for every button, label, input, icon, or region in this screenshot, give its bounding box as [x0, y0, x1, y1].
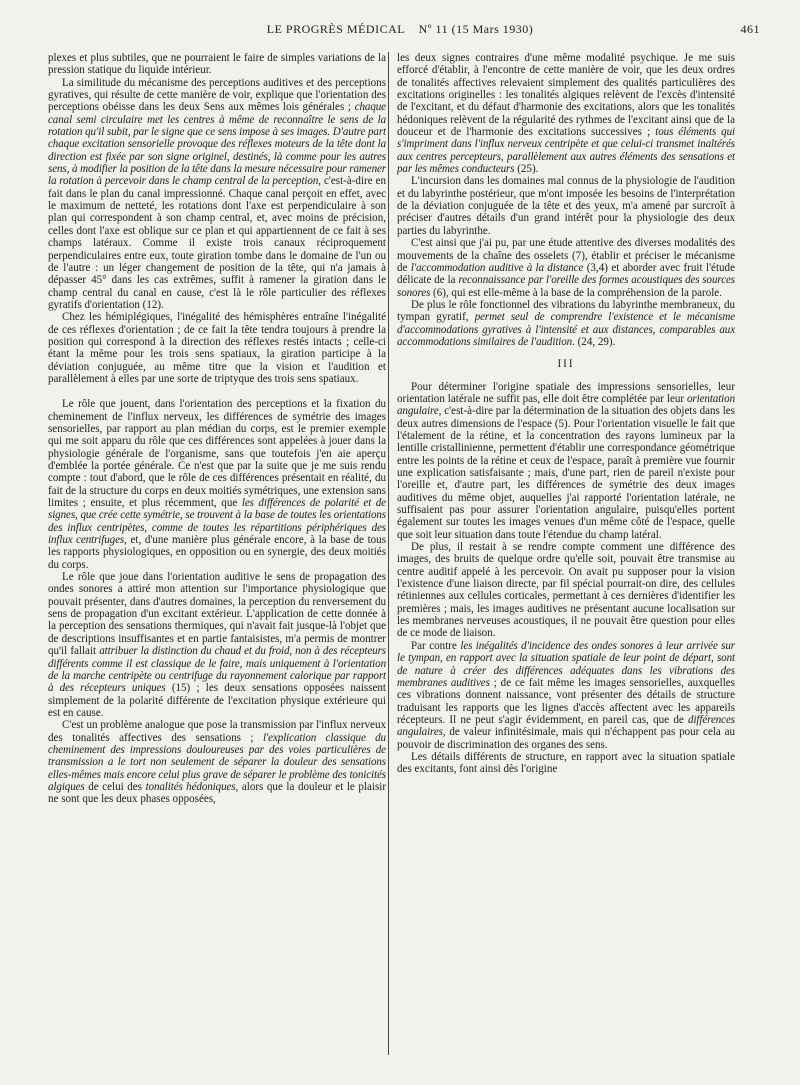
text-run: de celui des [84, 780, 146, 793]
italic-text-run: l'explication classique du cheminement des impressions douloureuses par des voies particulières de transmission a le tort non seulement de séparer la douleur des sensations elles-mêmes mais encore celui plus grave de séparer le problème des tonicités algiques [48, 731, 386, 793]
paragraph [397, 52, 735, 175]
text-run: La similitude du mécanisme des perceptions auditives et des perceptions gyratives, qui résulte de cette manière de voir, explique que l'orientation des perceptions obéisse dans les deux Sens aux mêmes lois générales ; [48, 76, 386, 114]
italic-text-run: les différences de polarité et de signes, que crée cette symétrie, se trouvent à la base de toutes les orientations des influx centripètes, comme de toutes les répartitions périphériques des influx centrifuges [48, 497, 386, 547]
italic-text-run: permet seul de comprendre l'existence et le mécanisme d'accommodations gyratives à l'intensité et aux distances, comparables aux accommodations similaires de l'audition [397, 311, 735, 348]
text-run: Pour déterminer l'origine spatiale des impressions sensorielles, leur orientation latérale ne suffit pas, elle doit être complétée par leur [397, 380, 735, 405]
text-run: , c'est-à-dire par la détermination de la situation des objets dans les deux autres dimensions de l'espace (5). Pour l'orientation visuelle le fait que l'étalement de la rétine, et la concentration des rayons lumineux par la lentille cristallinienne, permettent d'établir une correspondance géométrique entre les points de la rétine et ceux de l'espace, paraît à première vue fournir une explication satisfaisante ; mais, d'une part, rien de pareil n'existe pour l'oreille et, d'autre part, les différences de symétrie des deux images auditives du même objet, auquelles j'ai rapporté l'orientation latérale, ne suffisaient pas pour assurer l'orientation angulaire, puisqu'elles portent également sur toutes les images venues d'un même côté de l'espace, quelle que soit leur situation dans toute l'étendue du champ latéral. [397, 405, 735, 541]
text-run: C'est un problème analogue que pose la transmission par l'influx nerveux des tonalités affectives des sensations ; [48, 719, 386, 744]
text-run: Chez les hémiplégiques, l'inégalité des hémisphères entraîne l'inégalité de ces réflexes d'orientation ; de ce fait la tête tendra toujours à prendre la position qui correspond à la direction des réflexes restés intacts ; celle-ci étant la même pour les trois sens spatiaux, la giration participe à la déviation conjuguée, au même titre que la vision et l'audition et parallèlement à elles par une sorte de triptyque des trois sens spatiaux. [48, 311, 386, 385]
paragraph [48, 571, 386, 719]
right-column [397, 52, 735, 1063]
text-run: C'est ainsi que j'ai pu, par une étude attentive des diverses modalités des mouvements de la chaîne des osselets (7), établir et préciser le mécanisme de [397, 237, 735, 274]
italic-text-run: attribuer la distinction du chaud et du froid, non à des récepteurs différents comme il est classique de le faire, mais uniquement à l'orientation de la marche centripète ou centrifuge du rayonnement calorique par rapport à des récepteurs uniques [48, 645, 386, 695]
paragraph [48, 77, 386, 312]
paragraph [397, 640, 735, 751]
text-run: Le rôle que joue dans l'orientation auditive le sens de propagation des ondes sonores a attiré mon attention sur l'importance physiologique que pouvait présenter, dans d'autres domaines, la perception du renversement du sens de propagation d'un excitant extérieur. L'application de cette donnée à la perception des sensations thermiques, qui n'avait fait jusque-là l'objet que de descriptions insuffisantes et en partie fantaisistes, m'a permis de montrer qu'il fallait [48, 571, 386, 658]
paragraph [48, 311, 386, 385]
paragraph [48, 398, 386, 571]
text-run: ; de ce fait même les images sensorielles, auxquelles ces vibrations donnent naissance, vont présenter des détails de structure traduisant les rapports que les lignes d'accès affectent avec les appareils récepteurs. Il ne peut s'agir évidemment, en pareil cas, que de [397, 676, 735, 726]
page-number: 461 [740, 22, 760, 36]
section-heading: III [557, 358, 575, 371]
text-run: De plus, il restait à se rendre compte comment une différence des images, des bruits de quelque ordre qu'elle soit, pouvait être transmise au centre auditif appelé à les percevoir. On avait pu supposer pour la vision l'existence d'une liaison directe, par fil spécial pourrait-on dire, des cellules rétiniennes aux cellules corticales, permettant à ces dernières d'identifier les premières ; mais, les images auditives ne présentant aucune localisation sur les membranes nerveuses acoustiques, il ne pouvait être question pour elles de ce mode de liaison. [397, 541, 735, 640]
running-header [40, 22, 760, 42]
column-divider [388, 52, 389, 1055]
text-run: Le rôle que jouent, dans l'orientation des perceptions et la fixation du cheminement de l'influx nerveux, les différences de symétrie des images sensorielles, par rapport au plan médian du corps, est le premier exemple qui me soit apparu du rôle que ces différences sont appelées à jouer dans la physiologie générale de l'organisme, sans que toutefois j'en aie aperçu d'emblée la portée générale. Ce n'est que par la suite que je me suis rendu compte : tout d'abord, que le rôle de ces différences présentait en réalité, du fait de la structure du corps en deux moitiés symétriques, une extension sans limites ; ensuite, et plus récemment, que [48, 398, 386, 510]
paragraph [48, 52, 386, 77]
text-run: , et, d'une manière plus générale encore, à la base de tous les rapports physiologiques, en opposition ou en synergie, des deux moitiés du corps. [48, 534, 386, 571]
italic-text-run: tonalités hédoniques [145, 780, 236, 793]
text-run: (3,4) et aborder avec fruit l'étude délicate de la [397, 261, 735, 287]
paragraph [397, 237, 735, 299]
text-run: (15) ; les deux sensations opposées naissent simplement de la polarité différente de l'excitation physique extérieure qui est en cause. [48, 682, 386, 719]
paragraph [397, 751, 735, 776]
paragraph [397, 175, 735, 237]
italic-text-run: orientation angulaire [397, 392, 735, 418]
text-run: L'incursion dans les domaines mal connus de la physiologie de l'audition et du labyrinthe postérieur, que m'ont imposée les besoins de l'interprétation de la déviation conjuguée de la tête et des yeux, m'a amené par surcroît à préciser d'autres détails d'un grand intérêt pour la physiologie des deux parties du labyrinthe. [397, 175, 735, 237]
text-run: , de valeur infinitésimale, mais qui n'échappent pas pour cela au pouvoir de discrimination des organes des sens. [397, 726, 735, 751]
issue-date: Nº 11 (15 Mars 1930) [418, 22, 534, 36]
text-run: De plus le rôle fonctionnel des vibrations du labyrinthe membraneux, du tympan gyratif, [397, 298, 735, 324]
text-run: les deux signes contraires d'une même modalité psychique. Je me suis efforcé d'établir, à l'encontre de cette manière de voir, que les deux ordres de tonalités affectives relevaient simplement des qualités particulières des excitations originelles : les tonalités algiques relèvent de l'excès d'intensité de l'excitant, et du défaut d'harmonie des excitations, alors que les tonalités hédoniques relèvent de la régularité des rythmes de l'excitant ainsi que de la douceur et de l'harmonie des excitations successives ; [397, 52, 735, 139]
journal-title: LE PROGRÈS MÉDICAL [266, 22, 405, 36]
italic-text-run: chaque canal semi circulaire met les centres à même de reconnaître le sens de la rotation qu'il subit, par le signe que ce sens impose à ses images. D'autre part chaque excitation sensorielle provoque des réflexes moteurs de la tête dont la direction est fixée par son signe originel, destinés, là comme pour les autres sens, à modifier la position de la tête dans la mesure nécessaire pour ramener la rotation à percevoir dans le champ central de la perception [48, 101, 386, 188]
italic-text-run: tous éléments qui s'impriment dans l'influx nerveux centripète et que celui-ci transmet inaltérés aux centres percepteurs, parallèlement aux autres éléments des sensations et par les mêmes conducteurs [397, 126, 735, 176]
paragraph [397, 541, 735, 640]
paragraph [397, 299, 735, 348]
paragraph [48, 719, 386, 805]
text-run: , alors que la douleur et le plaisir ne sont que les deux phases opposées, [48, 780, 386, 806]
text-run: (25). [514, 163, 539, 176]
text-run: . (24, 29). [572, 335, 616, 348]
paragraph [397, 381, 735, 541]
text-run: (6), qui est elle-même à la base de la compréhension de la parole. [430, 286, 722, 299]
italic-text-run: reconnaissance par l'oreille des formes acoustiques des sources sonores [397, 274, 735, 299]
italic-text-run: différences angulaires [397, 713, 735, 739]
text-run: Par contre [411, 639, 461, 652]
italic-text-run: les inégalités d'incidence des ondes sonores à leur arrivée sur le tympan, en rapport avec la situation spatiale de leur point de départ, sont de nature à créer des différences adéquates dans les vibrations des membranes auditives [397, 639, 735, 689]
left-column [48, 52, 386, 1063]
text-run: Les détails différents de structure, en rapport avec la situation spatiale des excitants, font ainsi dès l'origine [397, 750, 735, 776]
text-run: , c'est-à-dire en fait dans le plan du canal impressionné. Chaque canal perçoit en effet, avec le maximum de netteté, les rotations dont l'axe est perpendiculaire à son plan qui correspondent à son champ central, et, avec moins de précision, celles dont l'axe est oblique sur ce plan et qui appartiennent de ce fait à ses champs latéraux. Comme il existe trois canaux réciproquement perpendiculaires entre eux, toute giration tombe dans le domaine de l'un ou de l'autre : un léger changement de position de la tête, qui n'a jamais à dépasser 45° dans les cas extrêmes, suffit à ramener la giration dans le champ central du canal en cause, c'est là le rôle particulier des réflexes gyratifs d'orientation (12). [48, 175, 386, 311]
italic-text-run: l'accommodation auditive à la distance [410, 261, 584, 274]
text-run: plexes et plus subtiles, que ne pourraient le faire de simples variations de la pression statique du liquide intérieur. [48, 52, 386, 77]
